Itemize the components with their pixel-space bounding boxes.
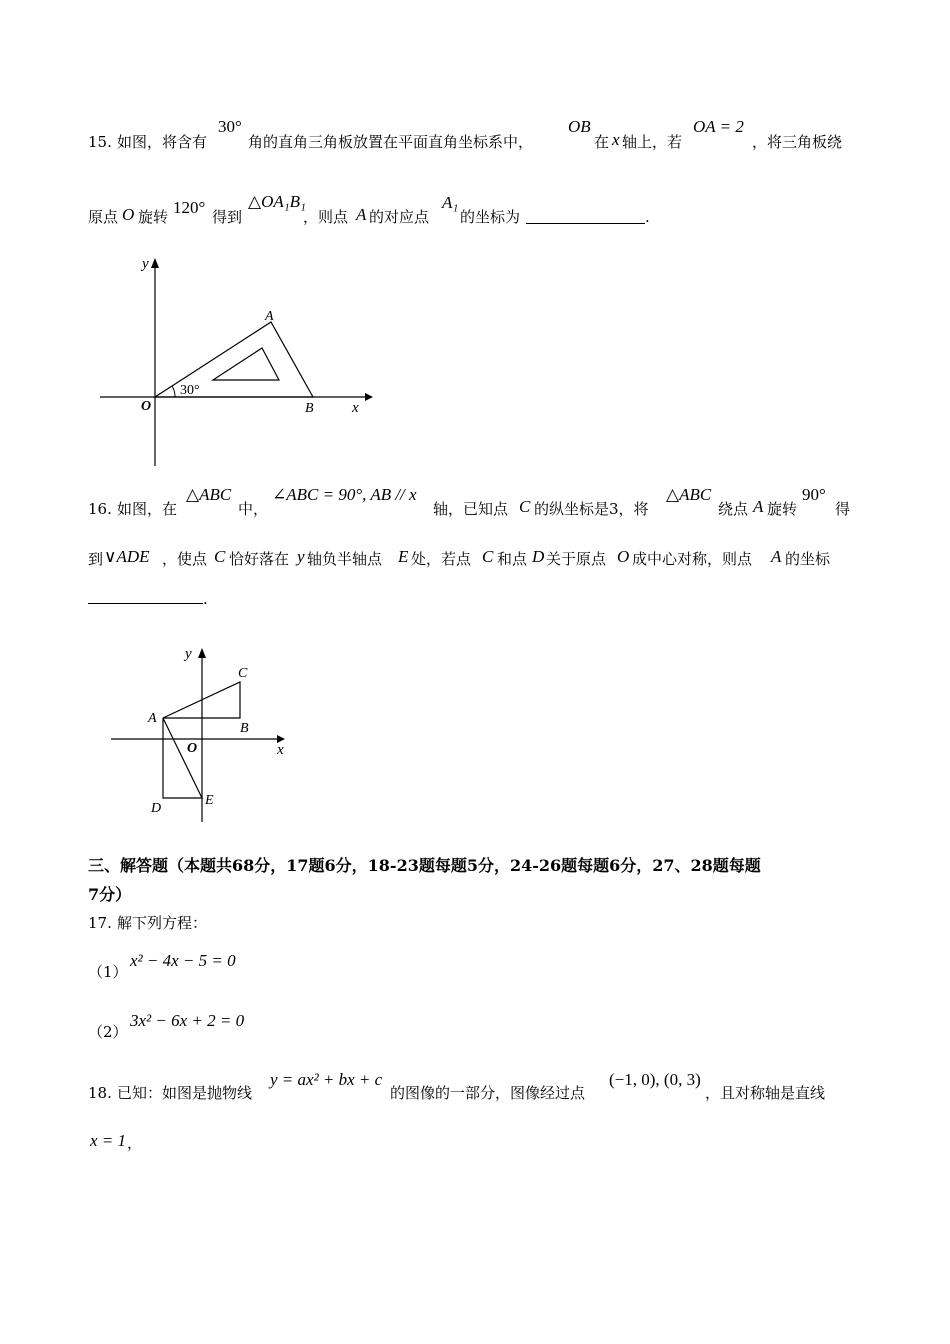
q16-a: A [771, 547, 782, 566]
q15-triangle: △OA₁B₁ [248, 192, 306, 211]
q15-a1: A₁ [442, 193, 459, 212]
q15-text: 的坐标为 [460, 208, 521, 226]
q16-text: 的坐标 [785, 550, 831, 568]
q16-text: 成中心对称，则点 [632, 550, 753, 568]
q15-fig-o: O [141, 399, 152, 414]
q17-item-label: （1） [88, 963, 128, 981]
q16-c: C [482, 547, 494, 566]
q17-prompt: 解下列方程： [117, 914, 208, 932]
q15-figure [95, 250, 375, 470]
q15-text: 原点 [88, 208, 119, 226]
q15-o: O [122, 205, 135, 224]
q15-a: A [356, 205, 367, 224]
q16-text: 的纵坐标是3，将 [534, 500, 649, 518]
q16-text: 轴，已知点 [433, 500, 509, 518]
q16-triangle-ade [163, 718, 202, 798]
q16-tri-ade: ∨ADE [104, 547, 150, 566]
q15-fig-angle: 30° [180, 383, 200, 398]
q17-item-label: （2） [88, 1023, 128, 1041]
q16-text: 关于原点 [546, 550, 607, 568]
q16-number: 16. [88, 500, 112, 518]
q16-text: . [203, 590, 208, 608]
q15-text: 的对应点 [369, 208, 430, 226]
q18-points: (−1, 0), (0, 3) [609, 1070, 701, 1089]
q16-answer-blank [88, 603, 203, 604]
q15-text: 在 [594, 133, 610, 151]
q16-o: O [617, 547, 630, 566]
q16-text: 恰好落在 [229, 550, 290, 568]
q16-condition: ∠ABC = 90°, AB // x [272, 485, 417, 504]
q15-oa-eq: OA = 2 [693, 117, 744, 136]
q16-a: A [753, 497, 764, 516]
q18-parabola-eq: y = ax² + bx + c [270, 1070, 383, 1089]
q16-text: 绕点 [718, 500, 749, 518]
q16-tri-abc: △ABC [186, 485, 232, 504]
q16-text: 和点 [497, 550, 528, 568]
q18-number: 18. [88, 1084, 112, 1102]
q16-text: 旋转 [767, 500, 798, 518]
q15-angle-30: 30° [218, 117, 242, 136]
q16-d: D [532, 547, 545, 566]
q15-answer-blank [526, 223, 645, 224]
q15-fig-y: y [142, 256, 149, 272]
q15-text: 轴上，若 [622, 133, 683, 151]
q16-c: C [214, 547, 226, 566]
q16-fig-x: x [277, 742, 284, 758]
q16-fig-d: D [151, 801, 162, 816]
q16-text: 到 [88, 550, 104, 568]
q16-figure [105, 640, 300, 825]
q15-fig-x: x [352, 400, 359, 416]
q15-text: . [645, 208, 650, 226]
q18-text: 的图像的一部分，图像经过点 [390, 1084, 586, 1102]
q15-text: ，将三角板绕 [752, 133, 843, 151]
q17-equation-2: 3x² − 6x + 2 = 0 [130, 1011, 245, 1030]
q16-text: 处，若点 [411, 550, 472, 568]
q15-triangle-outer [155, 322, 313, 397]
q15-ob: OB [568, 117, 591, 136]
q15-y-arrow [151, 258, 159, 268]
q16-fig-c: C [238, 666, 248, 681]
q15-angle-arc [172, 386, 175, 397]
section-3-title-cont: 7分） [88, 885, 132, 904]
q16-angle-90: 90° [802, 485, 826, 504]
q16-y-arrow [198, 648, 206, 658]
q15-x: x [612, 130, 620, 149]
section-3-title: 三、解答题（本题共68分，17题6分，18-23题每题5分，24-26题每题6分，27、28题每题 [88, 856, 761, 875]
q15-number: 15. [88, 133, 112, 151]
q18-text: ，且对称轴是直线 [705, 1084, 826, 1102]
q16-text: 如图，在 [117, 500, 178, 518]
q15-fig-b: B [305, 401, 314, 416]
q16-y: y [297, 547, 305, 566]
q16-e: E [398, 547, 409, 566]
q16-tri-abc-2: △ABC [666, 485, 712, 504]
q15-text: 角的直角三角板放置在平面直角坐标系中， [248, 133, 534, 151]
q16-text: 中， [238, 500, 269, 518]
q15-angle-120: 120° [173, 198, 206, 217]
q16-fig-o: O [187, 741, 198, 756]
q15-text: 旋转 [138, 208, 169, 226]
q18-text: 已知：如图是抛物线 [117, 1084, 253, 1102]
q15-fig-a: A [265, 309, 274, 324]
q16-text: ，使点 [162, 550, 208, 568]
q17-equation-1: x² − 4x − 5 = 0 [130, 951, 236, 970]
q15-text: 如图，将含有 [117, 133, 208, 151]
q16-text: 轴负半轴点 [307, 550, 383, 568]
q17-number: 17. [88, 914, 112, 932]
q16-fig-y: y [185, 646, 192, 662]
q16-text: 得 [835, 500, 851, 518]
q16-c: C [519, 497, 531, 516]
q15-x-arrow [365, 393, 373, 401]
q18-text: ， [127, 1134, 143, 1152]
q15-text: 得到 [212, 208, 243, 226]
q15-text: ，则点 [303, 208, 349, 226]
q16-fig-e: E [205, 793, 214, 808]
q16-fig-a: A [148, 711, 157, 726]
q16-fig-b: B [240, 721, 249, 736]
q18-axis-eq: x = 1 [90, 1131, 127, 1150]
